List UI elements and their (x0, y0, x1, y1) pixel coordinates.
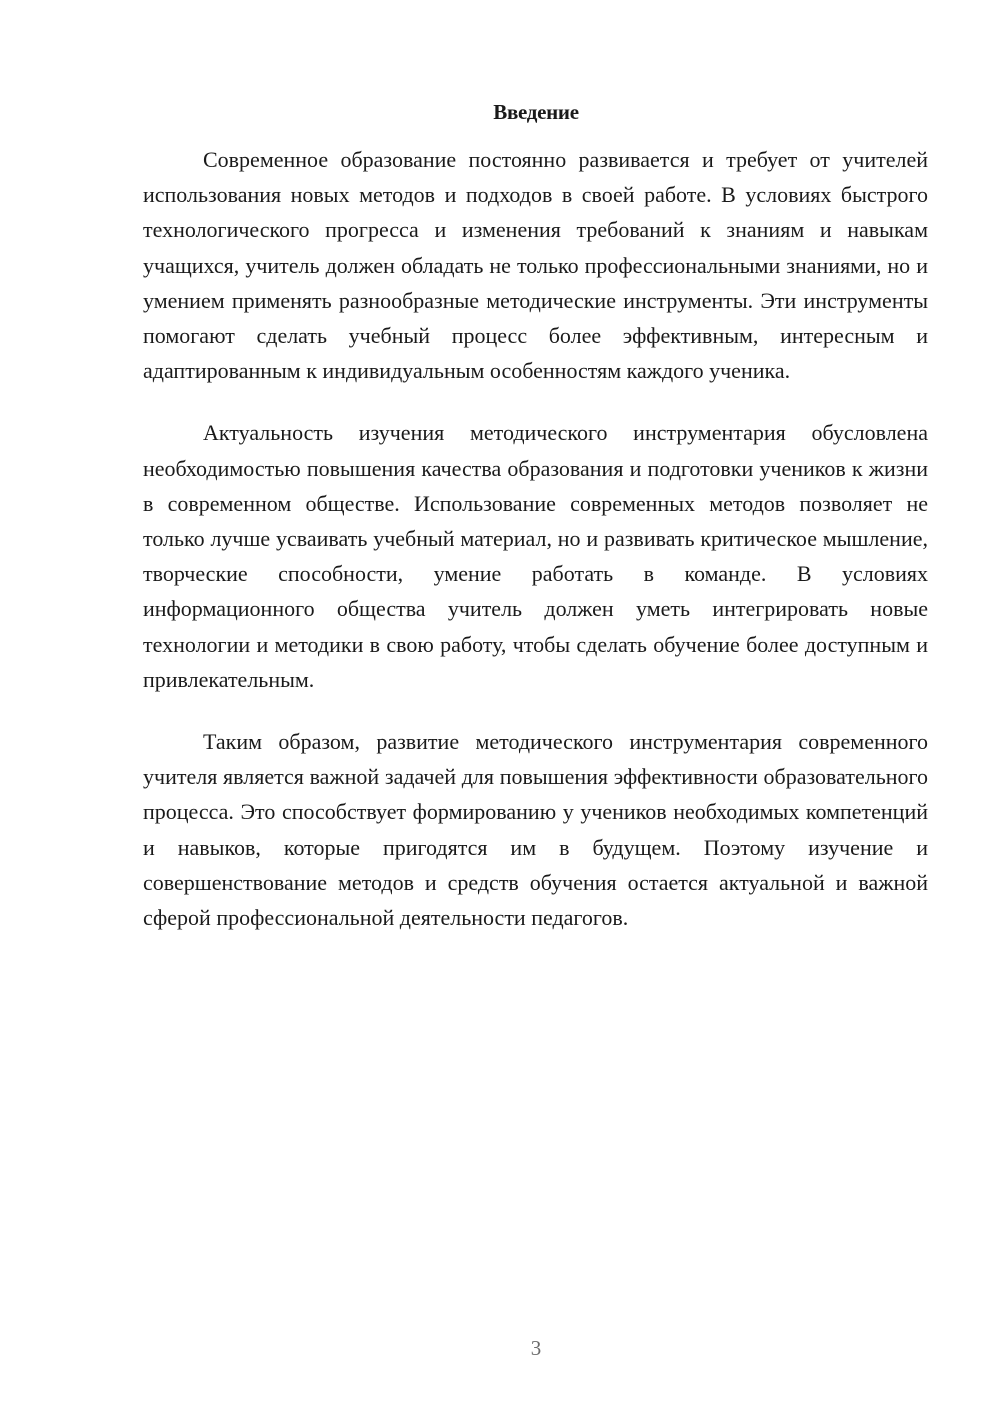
page-number: 3 (530, 1336, 542, 1360)
document-body (143, 142, 928, 935)
section-heading: Введение (493, 100, 579, 124)
paragraph-1: Современное образование постоянно развивается и требует от учителей использования новых методов и подходов в своей работе. В условиях быстрого технологического прогресса и изменения требований к знаниям и навыкам учащихся, учитель должен обладать не только профессиональными знаниями, но и умением применять разнообразные методические инструменты. Эти инструменты помогают сделать учебный процесс более эффективным, интересным и адаптированным к индивидуальным особенностям каждого ученика. (143, 147, 928, 384)
paragraph-3: Таким образом, развитие методического инструментария современного учителя является важной задачей для повышения эффективности образовательного процесса. Это способствует формированию у учеников необходимых компетенций и навыков, которые пригодятся им в будущем. Поэтому изучение и совершенствование методов и средств обучения остается актуальной и важной сферой профессиональной деятельности педагогов. (143, 729, 928, 931)
paragraph-2: Актуальность изучения методического инструментария обусловлена необходимостью повышения качества образования и подготовки учеников к жизни в современном обществе. Использование современных методов позволяет не только лучше усваивать учебный материал, но и развивать критическое мышление, творческие способности, умение работать в команде. В условиях информационного общества учитель должен уметь интегрировать новые технологии и методики в свою работу, чтобы сделать обучение более доступным и привлекательным. (143, 420, 928, 692)
